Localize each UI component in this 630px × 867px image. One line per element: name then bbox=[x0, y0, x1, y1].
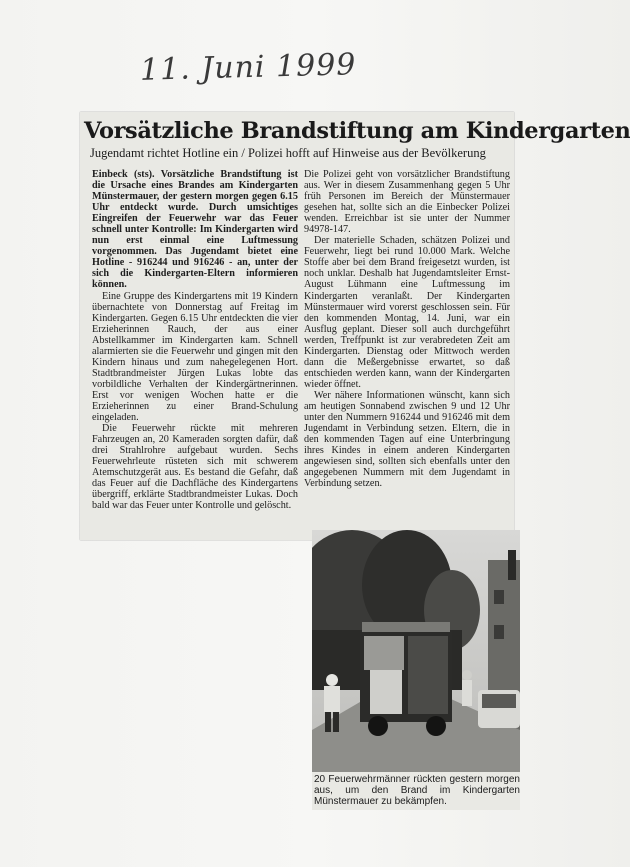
photo-caption: 20 Feuerwehrmänner rückten gestern morgen aus, um den Brand im Kindergarten Münstermauer zu bekämpfen. bbox=[314, 774, 520, 807]
handwritten-date: 11. Juni 1999 bbox=[139, 47, 357, 88]
article-paragraph: Die Feuerwehr rückte mit mehreren Fahrzeugen an, 20 Kameraden sorgten dafür, daß drei Strahlrohre aufgebaut wurden. Sechs Feuerwehrleute rüsteten sich mit schwerem Atemschutzgerät aus. Es bestand die Gefahr, daß das Feuer auf die Dachfläche des Kindergartens übergriff, erklärte Stadtbrandmeister Lukas. Doch bald war das Feuer unter Kontrolle und gelöscht. bbox=[92, 423, 298, 512]
article-column-right bbox=[304, 169, 510, 489]
article-paragraph: Der materielle Schaden, schätzen Polizei und Feuerwehr, liegt bei rund 10.000 Mark. Welche Stoffe aber bei dem Brand freigesetzt wurden, ist noch unklar. Deshalb hat Jugendamtsleiter Ernst-August Lühmann eine Luftmessung im Kindergarten veranlaßt. Der Kindergarten Münstermauer wird vorerst geschlossen sein. Für den kommenden Montag, 14. Juni, war ein Ausflug geplant. Dieser soll auch durchgeführt werden, Treffpunkt ist zur verabredeten Zeit am Kindergarten. Dienstag oder Mittwoch werden dann die Meßergebnisse erwartet, so daß entschieden werden kann, wann der Kindergarten wieder öffnet. bbox=[304, 235, 510, 390]
article-lead-paragraph: Einbeck (sts). Vorsätzliche Brandstiftung ist die Ursache eines Brandes am Kindergarten Münstermauer, der gestern morgen gegen 6.15 Uhr entdeckt wurde. Durch umsichtiges Eingreifen der Feuerwehr war das Feuer schnell unter Kontrolle: Im Kindergarten wird nun erst einmal eine Luftmessung vorgenommen. Das Jugendamt bietet eine Hotline - 916244 und 916246 - an, unter der sich die Kindergarten-Eltern informieren können. bbox=[92, 169, 298, 291]
photo-icon bbox=[312, 530, 520, 772]
article-subheadline: Jugendamt richtet Hotline ein / Polizei hofft auf Hinweise aus der Bevölkerung bbox=[90, 146, 486, 160]
clipping-text-block bbox=[80, 112, 630, 540]
article-paragraph: Wer nähere Informationen wünscht, kann sich am heutigen Sonnabend zwischen 9 und 12 Uhr unter den Nummern 916244 und 916246 mit dem Jugendamt in Verbindung setzen. Eltern, die in den kommenden Tagen auf eine Unterbringung ihres Kindes in einem anderen Kindergarten angewiesen sind, sollten sich ebenfalls unter den angegebenen Nummern mit dem Jugendamt in Verbindung setzen. bbox=[304, 389, 510, 490]
newspaper-clipping bbox=[76, 112, 630, 812]
photo-block bbox=[312, 530, 520, 810]
article-paragraph: Die Polizei geht von vorsätzlicher Brandstiftung aus. Wer in diesem Zusammenhang gegen 5 Uhr früh Personen im Bereich der Münstermauer gesehen hat, sollte sich an die Einbecker Polizei wenden. Erreichbar ist sie unter der Nummer 94978-147. bbox=[304, 169, 510, 236]
article-paragraph: Eine Gruppe des Kindergartens mit 19 Kindern übernachtete von Donnerstag auf Freitag im Kindergarten. Gegen 6.15 Uhr entdeckten die vier Erzieherinnen Rauch, der aus einer Abstellkammer im Kindergarten kam. Schnell alarmierten sie die Feuerwehr und gingen mit den Kindern hinaus und zum nahegelegenen Hort. Stadtbrandmeister Jürgen Lukas lobte das vorbildliche Verhalten der Kindergärtnerinnen. Erst vor wenigen Wochen hatte er die Erzieherinnen zu einer Brand-Schulung eingeladen. bbox=[92, 290, 298, 424]
fire-truck-street-photo bbox=[312, 530, 520, 772]
article-headline: Vorsätzliche Brandstiftung am Kindergarten bbox=[84, 118, 630, 144]
article-column-left bbox=[92, 169, 298, 511]
